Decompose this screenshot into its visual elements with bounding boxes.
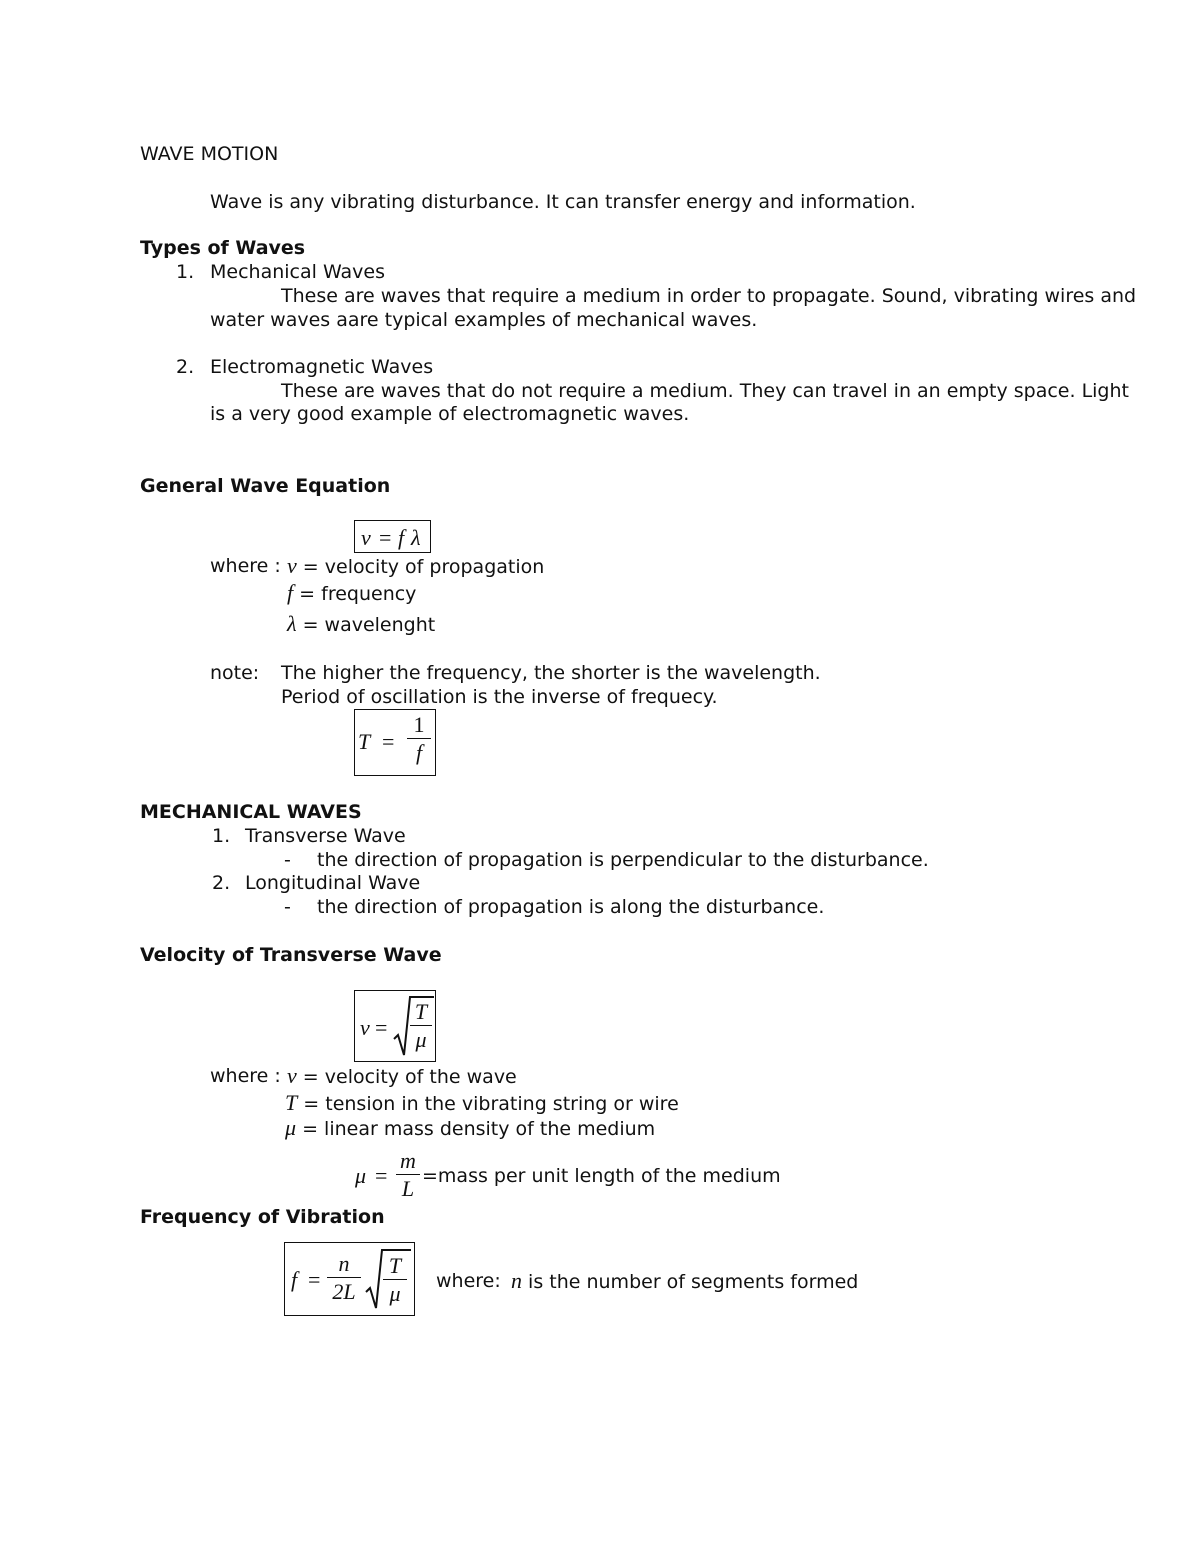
mu-equals: = xyxy=(375,1163,388,1188)
mu-definition xyxy=(355,1148,781,1204)
mu-fraction xyxy=(396,1148,420,1204)
type-2-number: 2. xyxy=(176,356,195,378)
velocity-def-v xyxy=(287,1065,517,1087)
mech-2-desc: the direction of propagation is along the disturbance. xyxy=(317,896,825,918)
freq-2L-text: 2L xyxy=(332,1279,356,1305)
mech-1-desc: the direction of propagation is perpendicular to the disturbance. xyxy=(317,849,929,871)
mu-denominator: L xyxy=(396,1174,420,1204)
type-1-desc-line1: These are waves that require a medium in order to propagate. Sound, vibrating wires and xyxy=(281,285,1137,307)
type-1-label: Mechanical Waves xyxy=(210,261,385,283)
mu-numerator: m xyxy=(400,1148,416,1173)
type-1-desc-line2: water waves aare typical examples of mechanical waves. xyxy=(210,309,758,331)
type-2-desc-line1: These are waves that do not require a medium. They can travel in an empty space. Light xyxy=(281,380,1129,402)
freq-equals: = xyxy=(308,1267,321,1292)
general-def-lambda xyxy=(287,613,435,635)
types-heading: Types of Waves xyxy=(140,237,306,259)
mech-1-dash: - xyxy=(284,849,291,871)
mu-symbol: μ xyxy=(355,1163,367,1188)
freq-2L-denominator xyxy=(327,1277,361,1307)
eq-equals: = xyxy=(379,525,392,550)
freq-sqrt-fraction xyxy=(383,1253,407,1309)
freq-n-numerator: n xyxy=(338,1251,350,1276)
general-heading: General Wave Equation xyxy=(140,475,391,497)
eq-v-symbol: v xyxy=(361,525,371,550)
fdef-n-text: is the number of segments formed xyxy=(522,1271,859,1293)
intro-text: Wave is any vibrating disturbance. It can transfer energy and information. xyxy=(210,191,916,213)
vel-mu-denominator: μ xyxy=(410,1025,432,1055)
velocity-heading: Velocity of Transverse Wave xyxy=(140,944,442,966)
mechanical-heading: MECHANICAL WAVES xyxy=(140,801,362,823)
note-label: note: xyxy=(210,662,260,684)
eq-f-symbol: f xyxy=(398,525,405,550)
period-T-symbol: T xyxy=(358,729,371,754)
general-where-label: where : xyxy=(210,555,281,577)
vel-equals: = xyxy=(375,1015,388,1040)
velocity-def-mu xyxy=(285,1117,655,1139)
def-v-text: = velocity of propagation xyxy=(296,556,545,578)
period-fraction xyxy=(407,712,431,768)
page-title: WAVE MOTION xyxy=(140,143,279,165)
eq-lambda-symbol: λ xyxy=(411,525,421,550)
velocity-equation-box xyxy=(354,990,436,1062)
mech-2-number: 2. xyxy=(212,872,231,894)
vel-v-symbol: v xyxy=(360,1015,370,1040)
fdef-n-symbol: n xyxy=(511,1268,522,1293)
general-def-v xyxy=(287,555,544,577)
note-line1: The higher the frequency, the shorter is the wavelength. xyxy=(281,662,821,684)
vdef-T-text: = tension in the vibrating string or wire xyxy=(297,1093,679,1115)
vdef-T-symbol: T xyxy=(285,1090,298,1115)
period-equation-box xyxy=(354,709,436,776)
mu-description: =mass per unit length of the medium xyxy=(422,1165,781,1187)
vel-T-numerator: T xyxy=(414,999,428,1024)
frequency-equation-box xyxy=(284,1242,415,1316)
vdef-mu-symbol: μ xyxy=(285,1115,297,1140)
note-line2: Period of oscillation is the inverse of frequecy. xyxy=(281,686,718,708)
general-def-f xyxy=(287,582,416,604)
mech-1-number: 1. xyxy=(212,825,231,847)
freq-fraction xyxy=(327,1251,361,1307)
frequency-where-label: where: xyxy=(436,1270,501,1292)
type-2-desc-line2: is a very good example of electromagnetic waves. xyxy=(210,403,690,425)
freq-T-numerator: T xyxy=(388,1253,402,1278)
vdef-mu-text: = linear mass density of the medium xyxy=(296,1118,656,1140)
type-2-label: Electromagnetic Waves xyxy=(210,356,434,378)
period-numerator: 1 xyxy=(413,712,425,737)
freq-f-symbol: f xyxy=(291,1267,298,1292)
vel-fraction xyxy=(410,999,432,1055)
velocity-def-T xyxy=(285,1092,679,1114)
frequency-heading: Frequency of Vibration xyxy=(140,1206,385,1228)
velocity-where-label: where : xyxy=(210,1065,281,1087)
mech-2-label: Longitudinal Wave xyxy=(245,872,421,894)
period-denominator: f xyxy=(407,738,431,768)
type-1-number: 1. xyxy=(176,261,195,283)
def-f-symbol: f xyxy=(287,580,294,605)
mech-1-label: Transverse Wave xyxy=(245,825,406,847)
mech-2-dash: - xyxy=(284,896,291,918)
wave-equation-box xyxy=(354,520,431,553)
freq-mu-denominator: μ xyxy=(383,1279,407,1309)
def-f-text: = frequency xyxy=(293,583,417,605)
def-v-symbol: v xyxy=(287,553,297,578)
period-equals: = xyxy=(382,729,395,754)
vdef-v-text: = velocity of the wave xyxy=(296,1066,517,1088)
def-lambda-symbol: λ xyxy=(287,611,297,636)
def-lambda-text: = wavelenght xyxy=(296,614,436,636)
frequency-def-n xyxy=(511,1270,858,1292)
vdef-v-symbol: v xyxy=(287,1063,297,1088)
